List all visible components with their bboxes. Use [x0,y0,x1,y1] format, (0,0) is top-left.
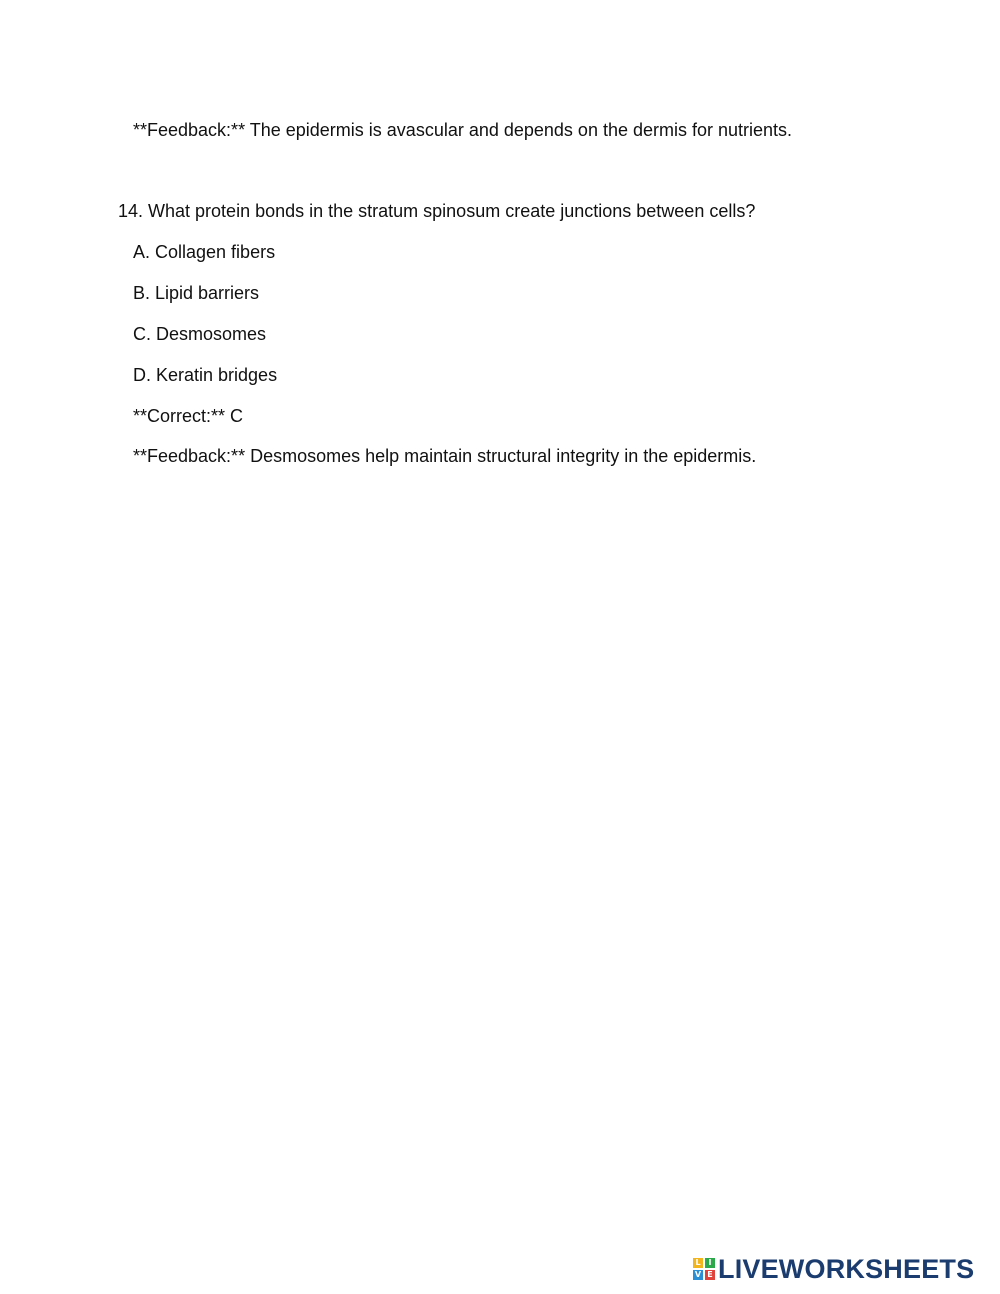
logo-square-i: I [705,1258,715,1268]
liveworksheets-logo[interactable] [693,1254,974,1284]
logo-square-l: L [693,1258,703,1268]
question-14-text: 14. What protein bonds in the stratum spinosum create junctions between cells? [118,201,756,221]
logo-squares-icon [693,1258,715,1280]
logo-wordmark: LIVEWORKSHEETS [718,1253,975,1284]
correct-answer-text: **Correct:** C [133,406,244,426]
previous-feedback-text: **Feedback:** The epidermis is avascular and depends on the dermis for nutrients. [133,120,793,140]
option-c: C. Desmosomes [133,324,267,344]
option-b: B. Lipid barriers [133,283,260,303]
question-feedback-text: **Feedback:** Desmosomes help maintain structural integrity in the epidermis. [133,446,757,466]
option-d: D. Keratin bridges [133,365,278,385]
option-a: A. Collagen fibers [133,242,276,262]
logo-square-e: E [705,1270,715,1280]
logo-square-v: V [694,1270,702,1279]
